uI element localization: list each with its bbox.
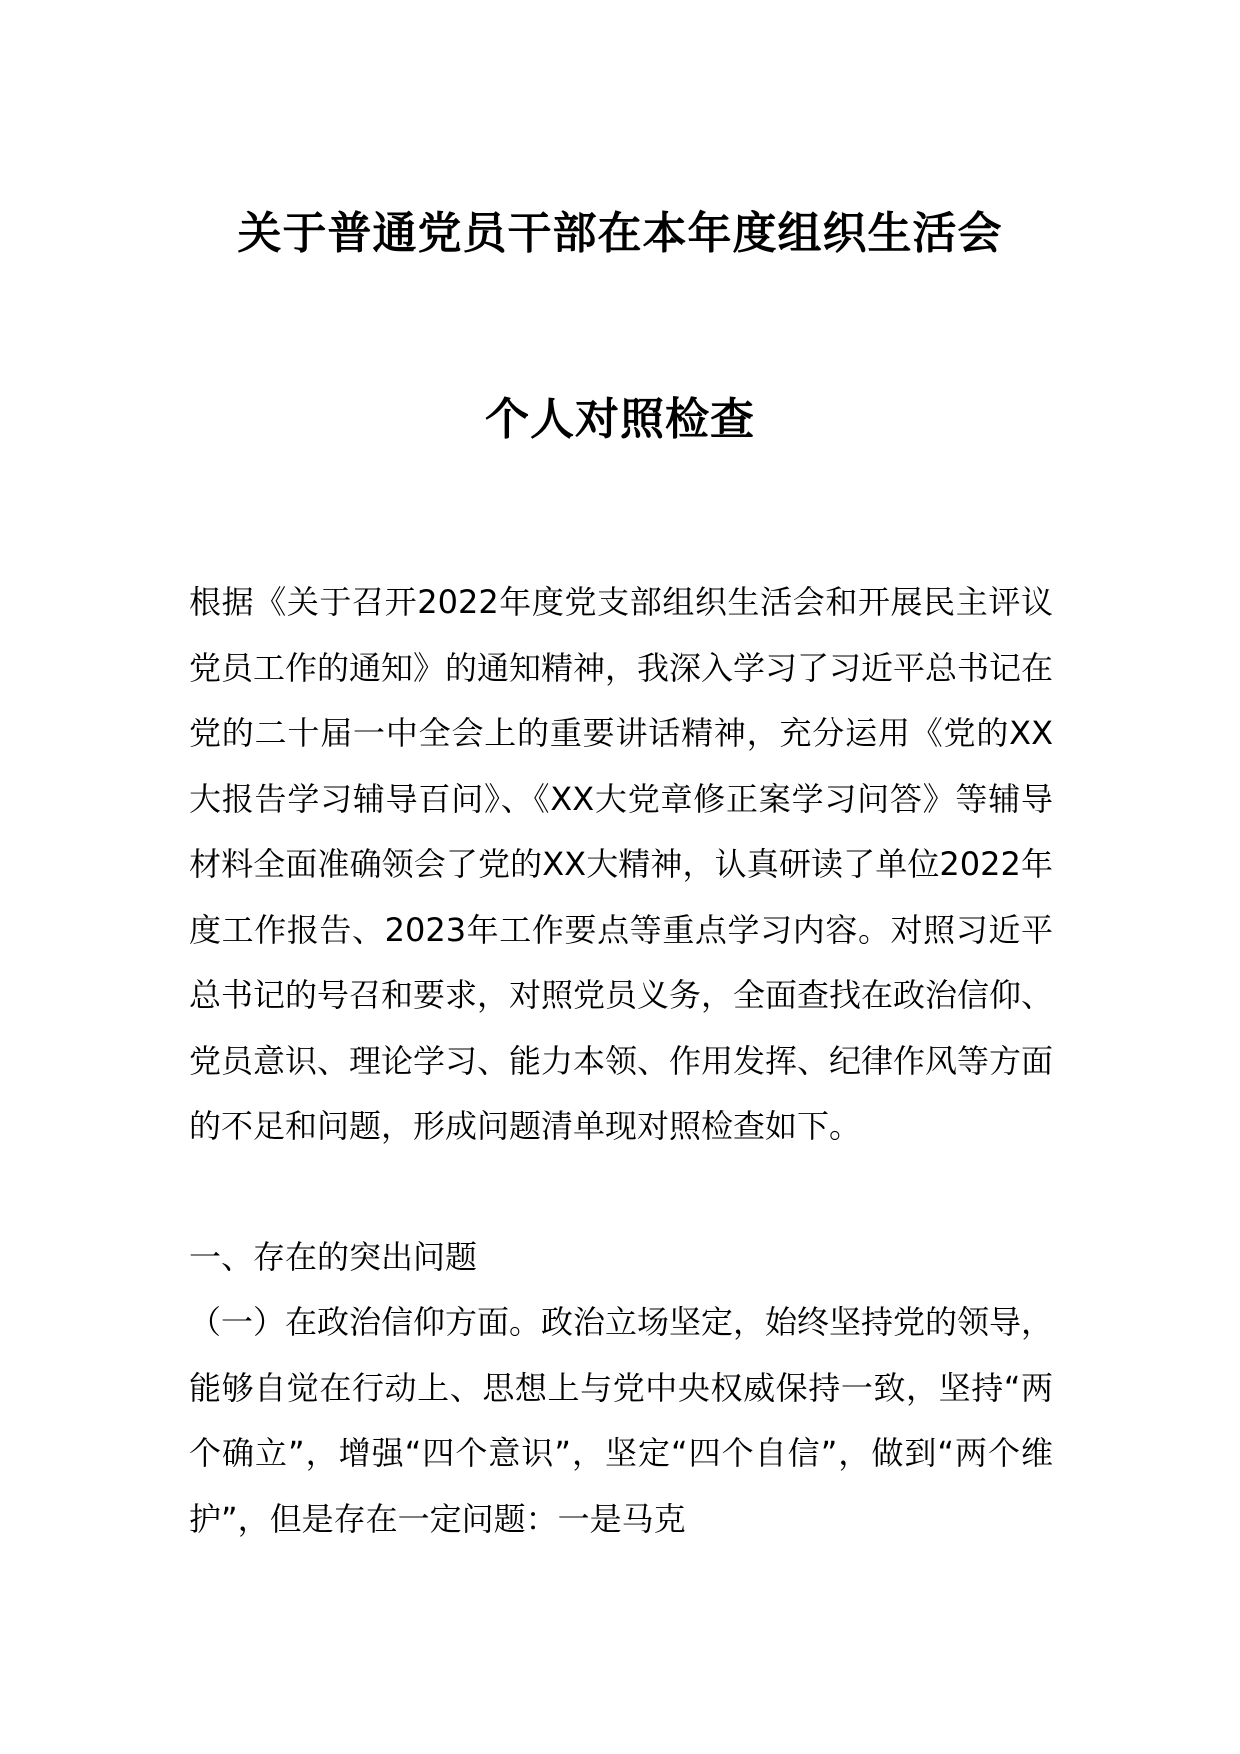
document-title-line-1: 关于普通党员干部在本年度组织生活会: [237, 208, 1003, 259]
section-heading: 一、存在的突出问题: [189, 1238, 478, 1276]
document-title-line-2: 个人对照检查: [485, 394, 755, 445]
intro-paragraph: 根据《关于召开2022年度党支部组织生活会和开展民主评议党员工作的通知》的通知精神，我深入学习了习近平总书记在党的二十届一中全会上的重要讲话精神，充分运用《党的XX大报告学习辅导百问》、《XX大党章修正案学习问答》等辅导材料全面准确领会了党的XX大精神，认真研读了单位2022年度工作报告、2023年工作要点等重点学习内容。对照习近平总书记的号召和要求，对照党员义务，全面查找在政治信仰、党员意识、理论学习、能力本领、作用发挥、纪律作风等方面的不足和问题，形成问题清单现对照检查如下。: [189, 583, 1054, 1145]
paragraph-political-belief: （一）在政治信仰方面。政治立场坚定，始终坚持党的领导，能够自觉在行动上、思想上与党中央权威保持一致，坚持“两个确立”，增强“四个意识”，坚定“四个自信”，做到“两个维护”，但是存在一定问题：一是马克: [189, 1303, 1054, 1538]
